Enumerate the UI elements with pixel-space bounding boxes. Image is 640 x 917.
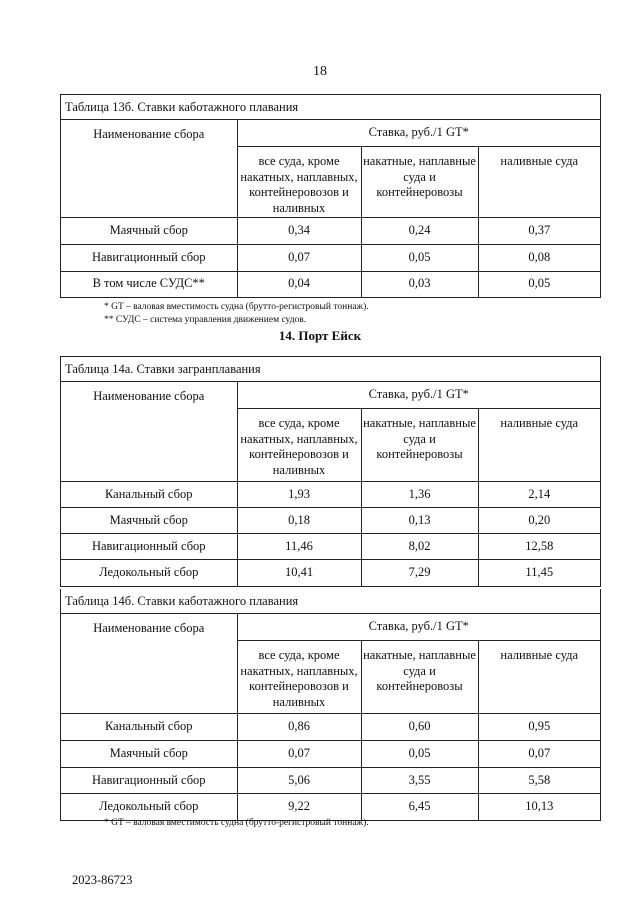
cell-value: 0,95 (478, 714, 600, 741)
row-name: Ледокольный сбор (61, 560, 237, 586)
cell-value: 5,06 (237, 768, 361, 794)
footnote-gt-2: * GT – валовая вместимость судна (брутто-регистровый тоннаж). (104, 818, 369, 828)
cell-value: 0,60 (361, 714, 478, 741)
cell-value: 1,36 (361, 482, 478, 508)
cell-value: 0,05 (361, 741, 478, 768)
table-caption: Таблица 14а. Ставки загранплавания (65, 362, 261, 376)
cell-value: 0,04 (237, 271, 361, 297)
table-grid (61, 613, 600, 820)
cell-value: 0,03 (361, 271, 478, 297)
row-name: Маячный сбор (61, 741, 237, 768)
table-row (61, 768, 600, 794)
row-name: Навигационный сбор (61, 534, 237, 560)
cell-value: 0,05 (361, 244, 478, 271)
table-14b (60, 589, 601, 821)
cell-value: 10,41 (237, 560, 361, 586)
name-header: Наименование сбора (61, 120, 237, 218)
cell-value: 0,24 (361, 217, 478, 244)
col-header: накатные, наплавные суда и контейнеровозы (361, 147, 478, 218)
col-header: наливные суда (478, 641, 600, 714)
cell-value: 0,07 (237, 741, 361, 768)
table-row (61, 508, 600, 534)
cell-value: 0,07 (237, 244, 361, 271)
col-header: наливные суда (478, 409, 600, 482)
table-row (61, 244, 600, 271)
table-row (61, 271, 600, 297)
rate-header: Ставка, руб./1 GT* (237, 382, 600, 409)
row-name: Навигационный сбор (61, 244, 237, 271)
footnote-suds: ** СУДС – система управления движением судов. (104, 315, 307, 325)
cell-value: 11,45 (478, 560, 600, 586)
col-header: наливные суда (478, 147, 600, 218)
cell-value: 2,14 (478, 482, 600, 508)
cell-value: 0,86 (237, 714, 361, 741)
row-name: Навигационный сбор (61, 768, 237, 794)
table-caption: Таблица 13б. Ставки каботажного плавания (65, 100, 299, 114)
cell-value: 0,34 (237, 217, 361, 244)
row-name: Канальный сбор (61, 482, 237, 508)
name-header: Наименование сбора (61, 382, 237, 482)
rate-header: Ставка, руб./1 GT* (237, 614, 600, 641)
cell-value: 0,13 (361, 508, 478, 534)
table-row (61, 560, 600, 586)
cell-value: 0,37 (478, 217, 600, 244)
col-header: накатные, наплавные суда и контейнеровозы (361, 641, 478, 714)
cell-value: 0,05 (478, 271, 600, 297)
table-row (61, 534, 600, 560)
table-row (61, 714, 600, 741)
table-row (61, 794, 600, 820)
cell-value: 0,08 (478, 244, 600, 271)
table-row (61, 482, 600, 508)
row-name: Канальный сбор (61, 714, 237, 741)
table-caption: Таблица 14б. Ставки каботажного плавания (65, 594, 299, 608)
cell-value: 0,20 (478, 508, 600, 534)
cell-value: 0,18 (237, 508, 361, 534)
table-grid (61, 119, 600, 297)
cell-value: 9,22 (237, 794, 361, 820)
col-header: все суда, кроме накатных, наплавных, контейнеровозов и наливных (237, 641, 361, 714)
cell-value: 5,58 (478, 768, 600, 794)
section-title: 14. Порт Ейск (278, 328, 362, 343)
cell-value: 6,45 (361, 794, 478, 820)
row-name: Ледокольный сбор (61, 794, 237, 820)
row-name: Маячный сбор (61, 217, 237, 244)
cell-value: 8,02 (361, 534, 478, 560)
col-header: все суда, кроме накатных, наплавных, контейнеровозов и наливных (237, 147, 361, 218)
col-header: все суда, кроме накатных, наплавных, контейнеровозов и наливных (237, 409, 361, 482)
cell-value: 1,93 (237, 482, 361, 508)
table-row (61, 217, 600, 244)
row-name: В том числе СУДС** (61, 271, 237, 297)
table-row (61, 741, 600, 768)
table-14a (60, 356, 601, 587)
cell-value: 10,13 (478, 794, 600, 820)
rate-header: Ставка, руб./1 GT* (237, 120, 600, 147)
cell-value: 0,07 (478, 741, 600, 768)
document-number: 2023-86723 (72, 873, 133, 887)
table-grid (61, 381, 600, 586)
row-name: Маячный сбор (61, 508, 237, 534)
name-header: Наименование сбора (61, 614, 237, 714)
table-13b (60, 94, 601, 298)
page-number: 18 (313, 64, 327, 79)
cell-value: 12,58 (478, 534, 600, 560)
cell-value: 3,55 (361, 768, 478, 794)
cell-value: 7,29 (361, 560, 478, 586)
footnote-gt: * GT – валовая вместимость судна (брутто-регистровый тоннаж). (104, 302, 369, 312)
cell-value: 11,46 (237, 534, 361, 560)
col-header: накатные, наплавные суда и контейнеровозы (361, 409, 478, 482)
